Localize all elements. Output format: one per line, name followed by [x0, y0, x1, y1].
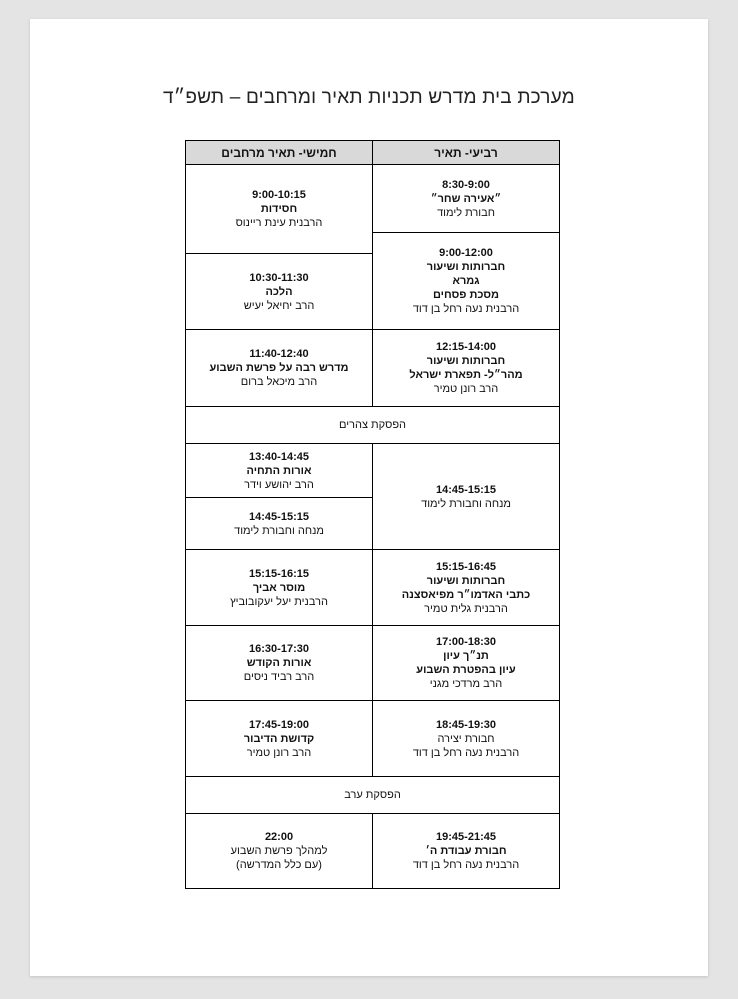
- slot-teacher: מנחה וחבורת לימוד: [234, 524, 324, 537]
- slot-time: 22:00: [264, 831, 294, 843]
- slot-time: 19:45-21:45: [436, 831, 496, 843]
- slot-title: מוסר אביך: [252, 581, 306, 594]
- thu-slot-4: [185, 443, 373, 498]
- page-title: מערכת בית מדרש תכניות תאיר ומרחבים – תשפ״ד: [163, 87, 575, 108]
- thu-slot-3: [185, 329, 373, 407]
- schedule-table: [185, 140, 560, 889]
- thu-slot-8: [185, 700, 373, 777]
- slot-time: 17:00-18:30: [436, 636, 496, 648]
- wed-slot-1: [372, 164, 560, 233]
- slot-time: 15:15-16:45: [436, 560, 496, 573]
- slot-subject: מהר״ל- תפארת ישראל: [409, 369, 523, 381]
- slot-title: אורות הקודש: [246, 657, 312, 669]
- slot-tractate: מסכת פסחים: [432, 289, 500, 301]
- slot-time: 12:15-14:00: [436, 341, 496, 353]
- wed-slot-2: [372, 232, 560, 330]
- slot-title: חסידות: [260, 203, 298, 215]
- slot-time: 13:40-14:45: [249, 450, 309, 463]
- slot-time: 10:30-11:30: [249, 271, 309, 284]
- slot-time: 17:45-19:00: [249, 718, 309, 731]
- wed-slot-3: [372, 329, 560, 407]
- wed-slot-8: [372, 813, 560, 889]
- slot-title: קדושת הדיבור: [243, 732, 315, 745]
- slot-teacher: מנחה וחבורת לימוד: [421, 497, 511, 510]
- wed-slot-6: [372, 625, 560, 701]
- thu-slot-9: [185, 813, 373, 889]
- thu-slot-7: [185, 625, 373, 701]
- slot-teacher: הרבנית נעה רחל בן דוד: [412, 303, 520, 315]
- slot-title: מדרש רבה על פרשת השבוע: [209, 362, 349, 374]
- slot-title: ״אעירה שחר״: [430, 192, 502, 205]
- slot-time: 11:40-12:40: [249, 348, 309, 360]
- slot-time: 14:45-15:15: [249, 510, 309, 523]
- thu-slot-5: [185, 497, 373, 550]
- thu-slot-1: [185, 164, 373, 254]
- slot-teacher: הרב רונן טמיר: [246, 746, 312, 759]
- slot-title: חברותות ושיעור: [426, 261, 506, 273]
- slot-title: חברותות ושיעור: [426, 574, 506, 587]
- lunch-break: הפסקת צהרים: [185, 406, 560, 444]
- slot-time: 18:45-19:30: [436, 718, 496, 731]
- thu-slot-2: [185, 253, 373, 330]
- slot-title: הלכה: [265, 285, 293, 298]
- slot-teacher: הרבנית נעה רחל בן דוד: [412, 746, 520, 759]
- slot-time: 15:15-16:15: [249, 567, 309, 580]
- slot-title: חבורת יצירה: [437, 732, 495, 745]
- slot-title: חברותות ושיעור: [426, 355, 506, 367]
- slot-title: חבורת עבודת ה׳: [425, 845, 507, 857]
- slot-note: (עם כלל המדרשה): [236, 859, 322, 871]
- slot-teacher: הרבנית גלית טמיר: [424, 602, 508, 615]
- wed-slot-7: [372, 700, 560, 777]
- thu-slot-6: [185, 549, 373, 626]
- slot-time: 16:30-17:30: [249, 643, 309, 655]
- evening-break: הפסקת ערב: [185, 776, 560, 814]
- document-page: [30, 19, 708, 976]
- slot-subject: כתבי האדמו״ר מפיאסצנה: [401, 588, 531, 601]
- slot-teacher: הרב מרדכי מגני: [429, 678, 503, 690]
- slot-subject: גמרא: [452, 275, 480, 287]
- wed-slot-4: [372, 443, 560, 550]
- slot-teacher: הרב רביד ניסים: [243, 671, 315, 683]
- wed-slot-5: [372, 549, 560, 626]
- slot-title: למהלך פרשת השבוע: [230, 845, 328, 857]
- slot-subject: עיון בהפטרת השבוע: [416, 664, 516, 676]
- slot-title: אורות התחיה: [246, 464, 312, 477]
- slot-teacher: חבורת לימוד: [437, 206, 495, 219]
- header-thursday: חמישי- תאיר מרחבים: [185, 140, 373, 165]
- slot-time: 14:45-15:15: [436, 483, 496, 496]
- slot-title: תנ״ך עיון: [443, 650, 489, 662]
- slot-time: 8:30-9:00: [442, 178, 490, 191]
- header-wednesday: רביעי- תאיר: [372, 140, 560, 165]
- slot-time: 9:00-12:00: [439, 247, 493, 259]
- slot-teacher: הרב רונן טמיר: [433, 383, 499, 395]
- slot-teacher: הרב יחיאל יעיש: [243, 299, 315, 312]
- slot-time: 9:00-10:15: [252, 189, 306, 201]
- slot-teacher: הרב מיכאל ברום: [240, 376, 318, 388]
- slot-teacher: הרבנית נעה רחל בן דוד: [412, 859, 520, 871]
- slot-teacher: הרבנית יעל יעקובוביץ: [230, 595, 328, 608]
- slot-teacher: הרב יהושע וידר: [244, 478, 314, 491]
- slot-teacher: הרבנית עינת ריינוס: [235, 217, 323, 229]
